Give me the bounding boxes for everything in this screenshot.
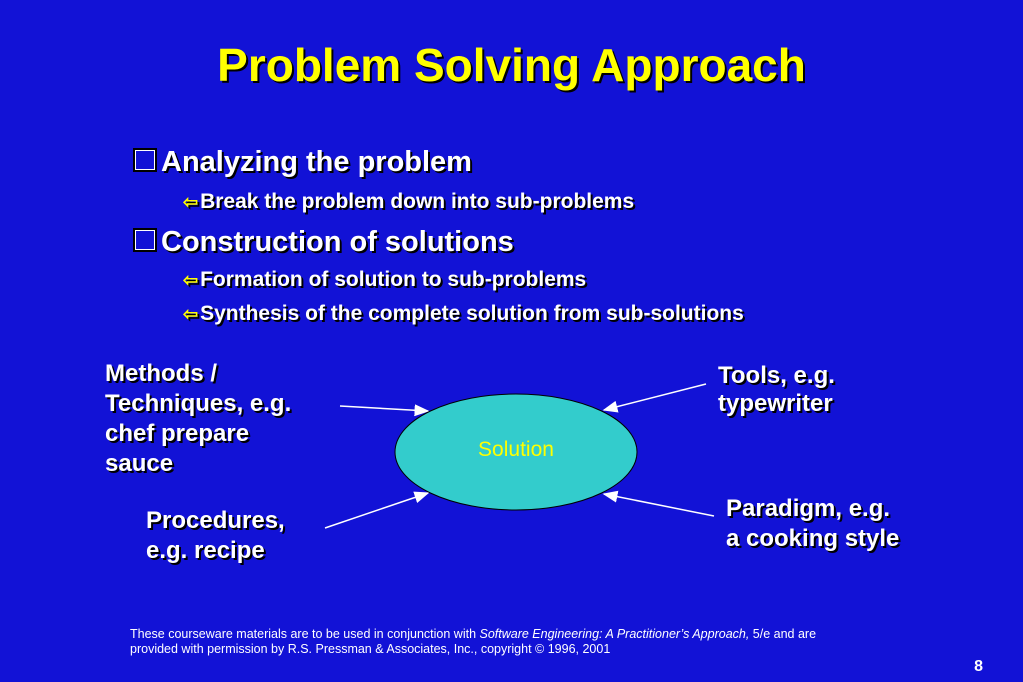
sub-bullet-text: Formation of solution to sub-problems: [200, 268, 587, 291]
solution-label: Solution: [478, 438, 554, 461]
sub-bullet-text: Break the problem down into sub-problems: [200, 190, 635, 213]
tools-label: Tools, e.g. typewriter: [718, 362, 835, 417]
procedures-label: Procedures, e.g. recipe: [146, 507, 285, 564]
arrow-bullet-icon: ⇦: [183, 192, 199, 212]
arrow-bullet-icon: ⇦: [183, 270, 199, 290]
paradigm-label: Paradigm, e.g. a cooking style: [726, 495, 900, 552]
arrow-procedures: [325, 493, 428, 528]
book-title: Software Engineering: A Practitioner’s Approach,: [479, 627, 750, 641]
arrow-paradigm: [604, 494, 714, 516]
arrow-tools: [604, 384, 706, 410]
bullet-text: Analyzing the problem: [161, 146, 472, 178]
sub-bullet-text: Synthesis of the complete solution from sub-solutions: [200, 302, 744, 325]
footer-note: These courseware materials are to be used in conjunction with Software Engineering: A Practitioner’s Approach, 5/e and are provided with permission by R.S. Pressman & Associates, Inc., copyright © 1996, 2001: [130, 627, 817, 656]
arrow-methods: [340, 406, 428, 411]
arrow-bullet-icon: ⇦: [183, 304, 199, 324]
methods-label: Methods / Techniques, e.g. chef prepare sauce: [105, 360, 292, 477]
bullet-text: Construction of solutions: [161, 226, 514, 258]
page-number: 8: [974, 658, 983, 675]
slide-title: Problem Solving Approach: [217, 39, 806, 91]
